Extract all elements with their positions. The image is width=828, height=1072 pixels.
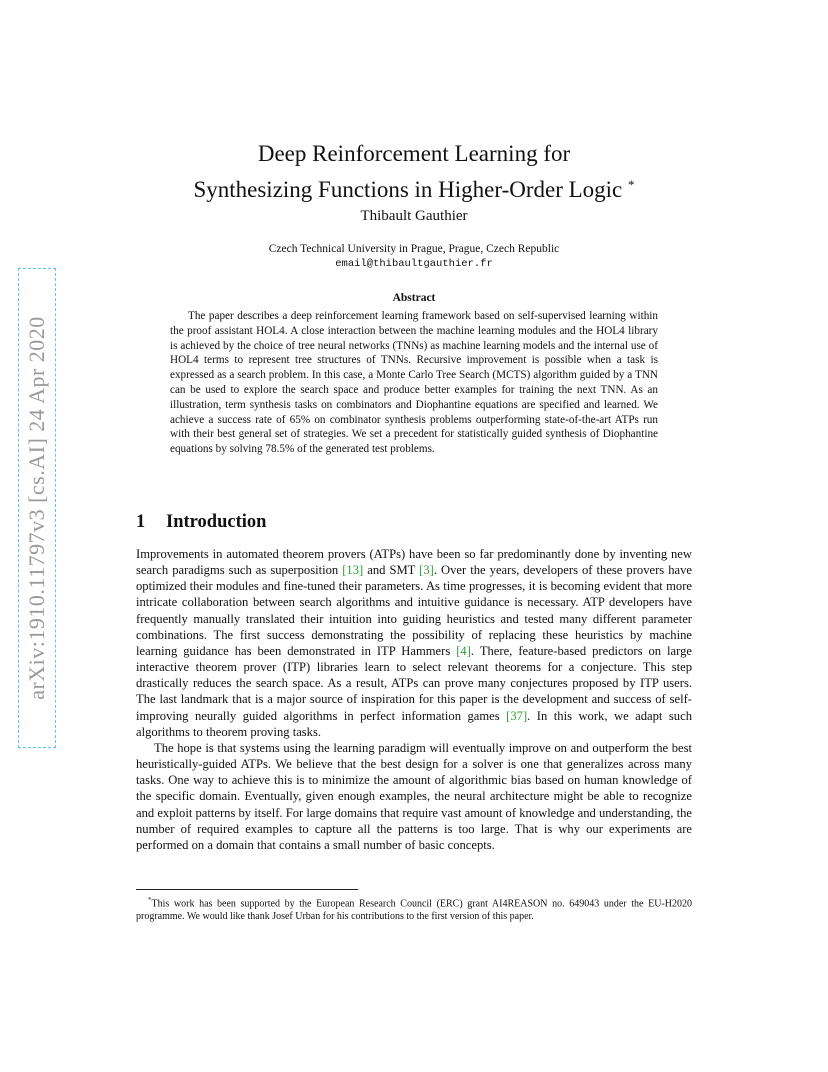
title-line-2-text: Synthesizing Functions in Higher-Order Logic — [193, 177, 623, 202]
paragraph-1-text-e: . In this work, we adapt such algorithms to theorem proving tasks. — [136, 708, 692, 739]
citation-link[interactable]: [4] — [456, 643, 471, 658]
paragraph-1-text-a: Improvements in automated theorem provers (ATPs) have been so far predominantly done by inventing new search paradigms such as superposition — [136, 547, 692, 578]
title-line-1: Deep Reinforcement Learning for — [257, 141, 571, 166]
author-affiliation-block — [0, 242, 828, 272]
author-name: Thibault Gauthier — [360, 208, 468, 224]
paragraph-1-text-b: and SMT — [363, 563, 420, 578]
citation-link[interactable]: [13] — [342, 563, 364, 578]
paragraph-2: The hope is that systems using the learning paradigm will eventually improve on and outperform the best heuristically-guided ATPs. We believe that the best design for a solver is one that generalizes across many tasks. One way to achieve this is to minimize the amount of algorithmic bias based on human knowledge of the specific domain. Eventually, given enough examples, the neural architecture might be able to recognize and exploit patterns by itself. For large domains that require vast amount of knowledge and understanding, the number of required examples to capture all the patterns is too large. That is why our experiments are performed on a domain that contains a small number of basic concepts. — [136, 740, 692, 852]
footnote — [136, 894, 692, 924]
footnote-mark: * — [148, 896, 152, 904]
abstract-text: The paper describes a deep reinforcement learning framework based on self-supervised learning within the proof assistant HOL4. A close interaction between the machine learning modules and the HOL4 library is achieved by the choice of tree neural networks (TNNs) as machine learning models and the internal use of HOL4 terms to represent tree structures of TNNs. Recursive improvement is possible when a task is expressed as a search problem. In this case, a Monte Carlo Tree Search (MCTS) algorithm guided by a TNN can be used to explore the search space and produce better examples for training the next TNN. As an illustration, term synthesis tasks on combinators and Diophantine equations are specified and learned. We achieve a success rate of 65% on combinator synthesis problems outperforming state-of-the-art ATPs run with their best general set of strategies. We set a precedent for statistically guided synthesis of Diophantine equations by solving 78.5% of the generated test problems. — [170, 310, 658, 456]
footnote-rule — [136, 889, 358, 890]
section-title: Introduction — [166, 512, 267, 532]
arxiv-identifier: arXiv:1910.11797v3 [cs.AI] 24 Apr 2020 — [24, 316, 49, 700]
footnote-text: This work has been supported by the European Research Council (ERC) grant AI4REASON no. 649043 under the EU-H2020 programme. We would like thank Josef Urban for his contributions to the first version of this paper. — [136, 898, 692, 922]
body-text — [136, 546, 692, 853]
title-line-2 — [0, 169, 828, 205]
section-heading — [136, 512, 266, 533]
affiliation: Czech Technical University in Prague, Prague, Czech Republic — [268, 243, 560, 255]
section-number: 1 — [136, 512, 146, 532]
paragraph-1-text-d: . There, feature-based predictors on large interactive theorem prover (ITP) libraries learn to select relevant theorems for a conjecture. This step drastically reduces the search space. As a result, ATPs can prove many conjectures proposed by ITP users. The last landmark that is a major source of inspiration for this paper is the development and success of self-improving neurally guided algorithms in perfect information games — [136, 643, 692, 723]
abstract-heading: Abstract — [392, 292, 436, 304]
title-footnote-mark: * — [628, 177, 635, 192]
paragraph-1-text-c: . Over the years, developers of these provers have optimized their modules and fine-tuned their parameters. As time progresses, it is becoming evident that more intricate collaboration between search algorithms and intuitive guidance is necessary. ATP developers have frequently manually translated their intuition into guiding heuristics and tested many different parameter combinations. The first success demonstrating the possibility of replacing these heuristics by machine learning guidance has been demonstrated in ITP Hammers — [136, 563, 693, 658]
citation-link[interactable]: [37] — [506, 708, 528, 723]
paragraph-1 — [136, 546, 692, 740]
citation-link[interactable]: [3] — [419, 563, 434, 578]
arxiv-sidebar-stamp — [18, 268, 56, 748]
author-email[interactable]: email@thibaultgauthier.fr — [335, 258, 493, 270]
paper-title — [0, 138, 828, 205]
